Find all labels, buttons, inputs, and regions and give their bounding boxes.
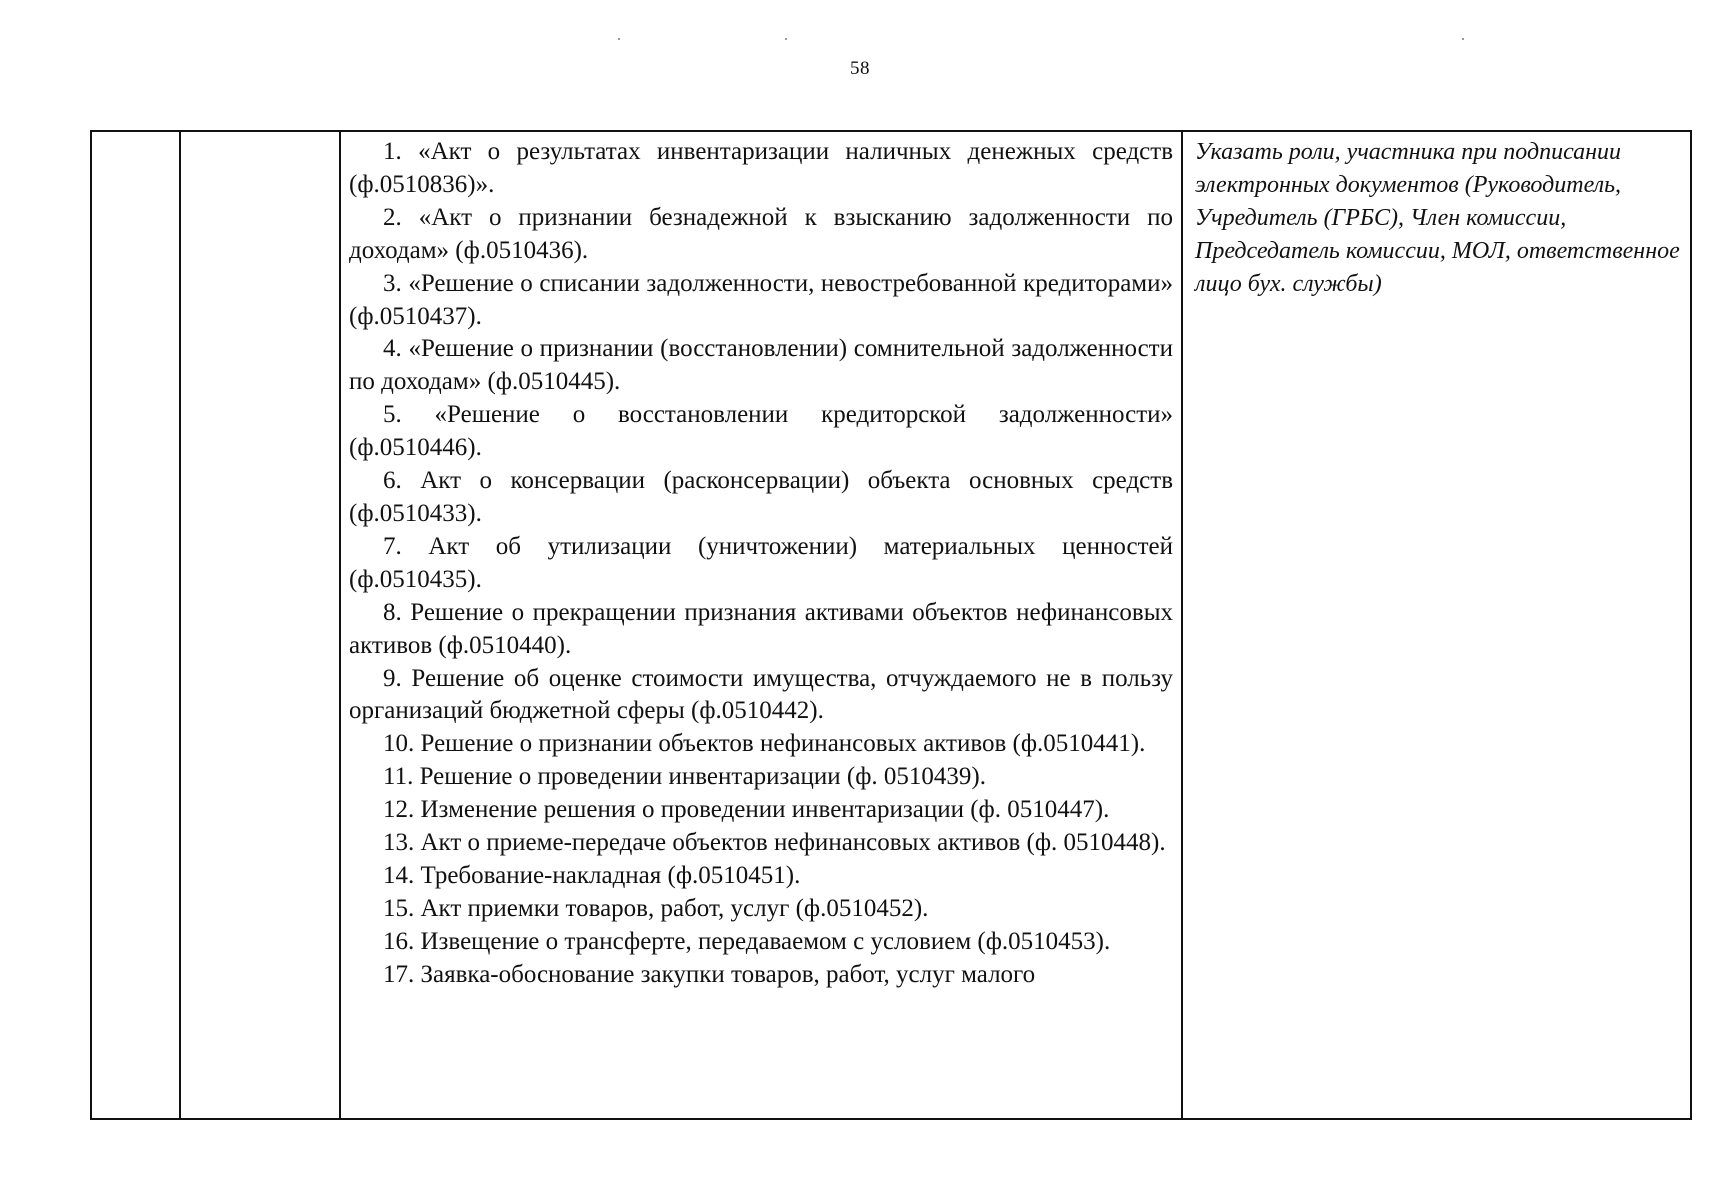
list-item: 9. Решение об оценке стоимости имущества, отчуждаемого не в пользу организаций бюджетной сферы (ф.0510442). — [349, 664, 1173, 725]
list-item: 12. Изменение решения о проведении инвентаризации (ф. 0510447). — [383, 796, 1110, 824]
list-item: 15. Акт приемки товаров, работ, услуг (ф.0510452). — [383, 894, 929, 922]
scan-speck — [785, 38, 787, 40]
page-number: 58 — [850, 58, 870, 79]
list-item: 7. Акт об утилизации (уничтожении) материальных ценностей (ф.0510435). — [349, 532, 1173, 593]
list-item: 1. «Акт о результатах инвентаризации наличных денежных средств (ф.0510836)». — [349, 138, 1173, 198]
list-item: 16. Извещение о трансферте, передаваемом с условием (ф.0510453). — [383, 927, 1111, 955]
list-item: 14. Требование-накладная (ф.0510451). — [383, 861, 801, 889]
name-cell — [180, 131, 340, 1119]
list-item: 11. Решение о проведении инвентаризации (ф. 0510439). — [383, 763, 987, 791]
scan-speck — [1462, 38, 1464, 40]
signer-roles-note: Указать роли, участника при подписании электронных документов (Руководитель, Учредитель (ГРБС), Член комиссии, Председатель комиссии, МОЛ, ответственное лицо бух. службы) — [1182, 131, 1691, 1119]
list-item: 13. Акт о приеме-передаче объектов нефинансовых активов (ф. 0510448). — [383, 829, 1166, 857]
list-item: 5. «Решение о восстановлении кредиторской задолженности» (ф.0510446). — [349, 401, 1173, 462]
number-cell — [91, 131, 180, 1119]
list-item: 8. Решение о прекращении признания активами объектов нефинансовых активов (ф.0510440). — [349, 598, 1173, 659]
list-item: 6. Акт о консервации (расконсервации) объекта основных средств (ф.0510433). — [349, 467, 1173, 527]
list-item: 2. «Акт о признании безнадежной к взысканию задолженности по доходам» (ф.0510436). — [349, 203, 1173, 264]
table-row — [91, 131, 1691, 1119]
list-item: 3. «Решение о списании задолженности, невостребованной кредиторами» (ф.0510437). — [349, 269, 1173, 330]
scan-speck — [618, 38, 620, 40]
documents-cell — [340, 131, 1182, 1119]
list-item: 4. «Решение о признании (восстановлении) сомнительной задолженности по доходам» (ф.0510445). — [349, 335, 1173, 396]
list-item: 10. Решение о признании объектов нефинансовых активов (ф.0510441). — [383, 730, 1146, 758]
list-item: 17. Заявка-обоснование закупки товаров, работ, услуг малого — [383, 960, 1036, 988]
document-table — [90, 130, 1692, 1120]
